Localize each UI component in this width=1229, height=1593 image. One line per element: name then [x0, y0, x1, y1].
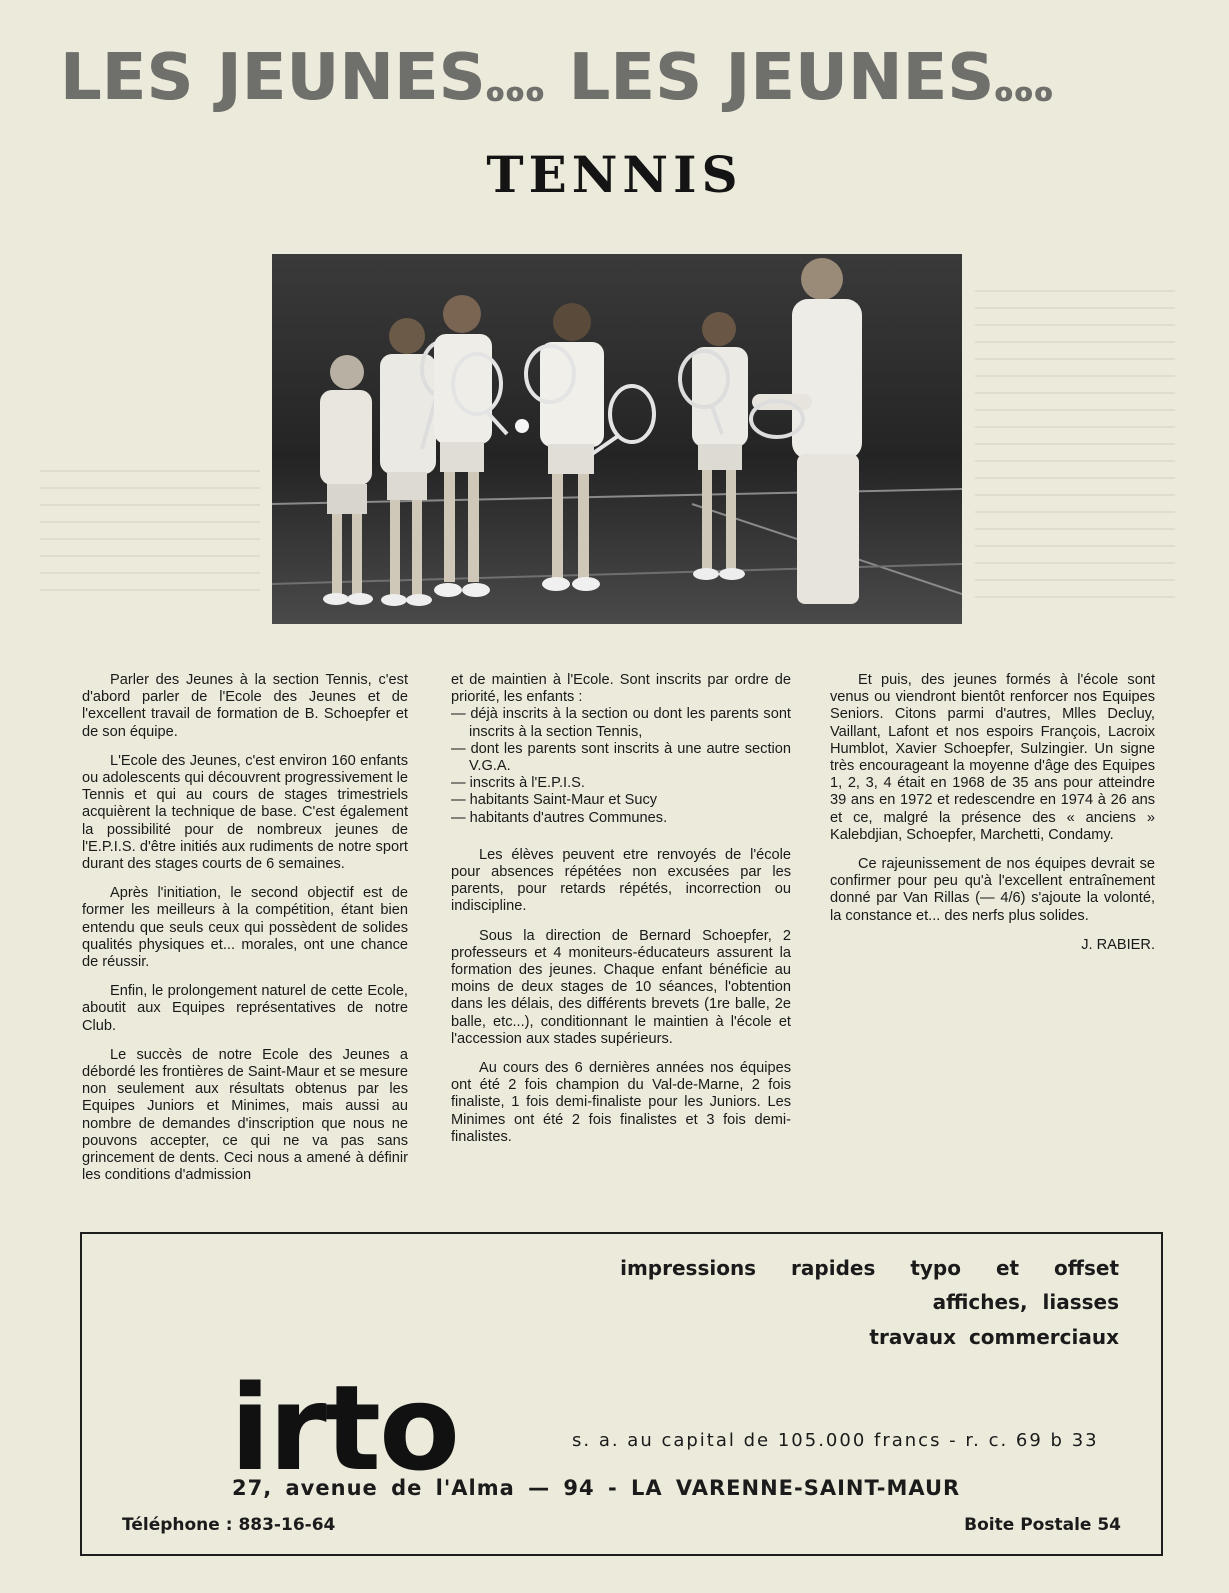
paragraph: Au cours des 6 dernières années nos équipes ont été 2 fois champion du Val-de-Marne, 2 fois finaliste, 1 fois demi-finaliste pour les Juniors. Les Minimes ont été 2 fois finalistes et 3 fois demi- finalistes.	[451, 1060, 791, 1145]
list-item: — habitants d'autres Communes.	[451, 810, 791, 827]
ad-services-line-2: affiches, liasses	[932, 1290, 1119, 1314]
signature: J. RABIER.	[1081, 936, 1155, 953]
ad-address: 27, avenue de l'Alma — 94 - LA VARENNE-SAINT-MAUR	[232, 1476, 961, 1500]
ad-brand-logo: irto	[230, 1359, 459, 1497]
list-item: — dont les parents sont inscrits à une autre section V.G.A.	[451, 741, 791, 775]
paragraph: L'Ecole des Jeunes, c'est environ 160 enfants ou adolescents qui découvrent progressivement le Tennis et qui au cours de stages trimestriels acquièrent la technique de base. C'est également la possibilité pour de nombreux jeunes de l'E.P.I.S. d'être initiés aux rudiments de notre sport durant des stages courts de 6 semaines.	[82, 752, 408, 873]
page-title: TENNIS	[486, 145, 743, 204]
masthead-dots: ooo	[485, 78, 546, 108]
paragraph: Les élèves peuvent etre renvoyés de l'école pour absences répétées non excusées par les parents, pour retards répétés, incorrection ou indiscipline.	[451, 846, 791, 915]
masthead	[60, 41, 1180, 115]
paragraph: Enfin, le prolongement naturel de cette Ecole, aboutit aux Equipes représentatives de notre Club.	[82, 983, 408, 1034]
photo-illustration	[272, 254, 962, 624]
paragraph: Après l'initiation, le second objectif est de former les meilleurs à la compétition, étant bien entendu que seuls ceux qui possèdent de solides qualités physiques et... morales, ont une chance de réussir.	[82, 885, 408, 971]
article-column-2	[451, 672, 791, 1158]
paragraph: Et puis, des jeunes formés à l'école sont venus ou viendront bientôt renforcer nos Equipes Seniors. Citons parmi d'autres, Mlles Decluy, Vaillant, Lafont et nos espoirs François, Lacroix Humblot, Xavier Schoepfer, Sulzingier. Un signe très encourageant la moyenne d'âge des Equipes 1, 2, 3, 4 était en 1968 de 35 ans pour atteindre 39 ans en 1972 et redescendre en 1974 à 26 ans et ce, malgré la présence des « anciens » Kalebdjian, Schoepfer, Marchetti, Condamy.	[830, 672, 1155, 843]
ad-phone: Téléphone : 883-16-64	[122, 1515, 336, 1535]
priority-list	[451, 706, 791, 826]
paragraph: Le succès de notre Ecole des Jeunes a débordé les frontières de Saint-Maur et se mesure non seulement aux résultats obtenus par les Equipes Juniors et Minimes, mais aussi au nombre de demandes d'inscription que nous ne pouvons accepter, ce qui ne va pas sans grincement de dents. Ceci nous a amené à définir les conditions d'admission	[82, 1046, 408, 1184]
photo	[272, 254, 962, 624]
printer-advertisement	[80, 1232, 1163, 1556]
bleed-through-lines-right	[975, 290, 1175, 613]
masthead-dots-repeat: ooo	[994, 78, 1054, 108]
paragraph: et de maintien à l'Ecole. Sont inscrits par ordre de priorité, les enfants :	[451, 672, 791, 706]
ad-services-line-1: impressions rapides typo et offset	[620, 1256, 1119, 1280]
bleed-through-lines-left	[40, 470, 260, 606]
ad-po-box: Boite Postale 54	[964, 1515, 1121, 1535]
article-column-3	[830, 672, 1155, 966]
list-item: — déjà inscrits à la section ou dont les parents sont inscrits à la section Tennis,	[451, 706, 791, 740]
paragraph: Ce rajeunissement de nos équipes devrait se confirmer pour peu qu'à l'excellent entraînement donné par Van Rillas (— 4/6) s'ajoute la volonté, la constance et... des nerfs plus solides.	[830, 856, 1155, 924]
masthead-text: LES JEUNES	[60, 41, 486, 115]
masthead-text-repeat: LES JEUNES	[568, 41, 995, 115]
paragraph: Parler des Jeunes à la section Tennis, c'est d'abord parler de l'Ecole des Jeunes et de l'excellent travail de formation de B. Schoepfer et de son équipe.	[82, 672, 408, 740]
list-item: — inscrits à l'E.P.I.S.	[451, 775, 791, 792]
paragraph: Sous la direction de Bernard Schoepfer, 2 professeurs et 4 moniteurs-éducateurs assurent la formation des jeunes. Chaque enfant bénéficie au moins de deux stages de 10 séances, l'obtention dans les délais, des différents brevets (1re balle, 2e balle, etc...), conditionnant le maintien à l'école et l'accession aux stades supérieurs.	[451, 927, 791, 1047]
article-column-1	[82, 672, 408, 1196]
ad-company-capital: s. a. au capital de 105.000 francs - r. c. 69 b 33	[572, 1430, 1099, 1451]
ad-services-line-3: travaux commerciaux	[869, 1325, 1119, 1349]
list-item: — habitants Saint-Maur et Sucy	[451, 792, 791, 809]
